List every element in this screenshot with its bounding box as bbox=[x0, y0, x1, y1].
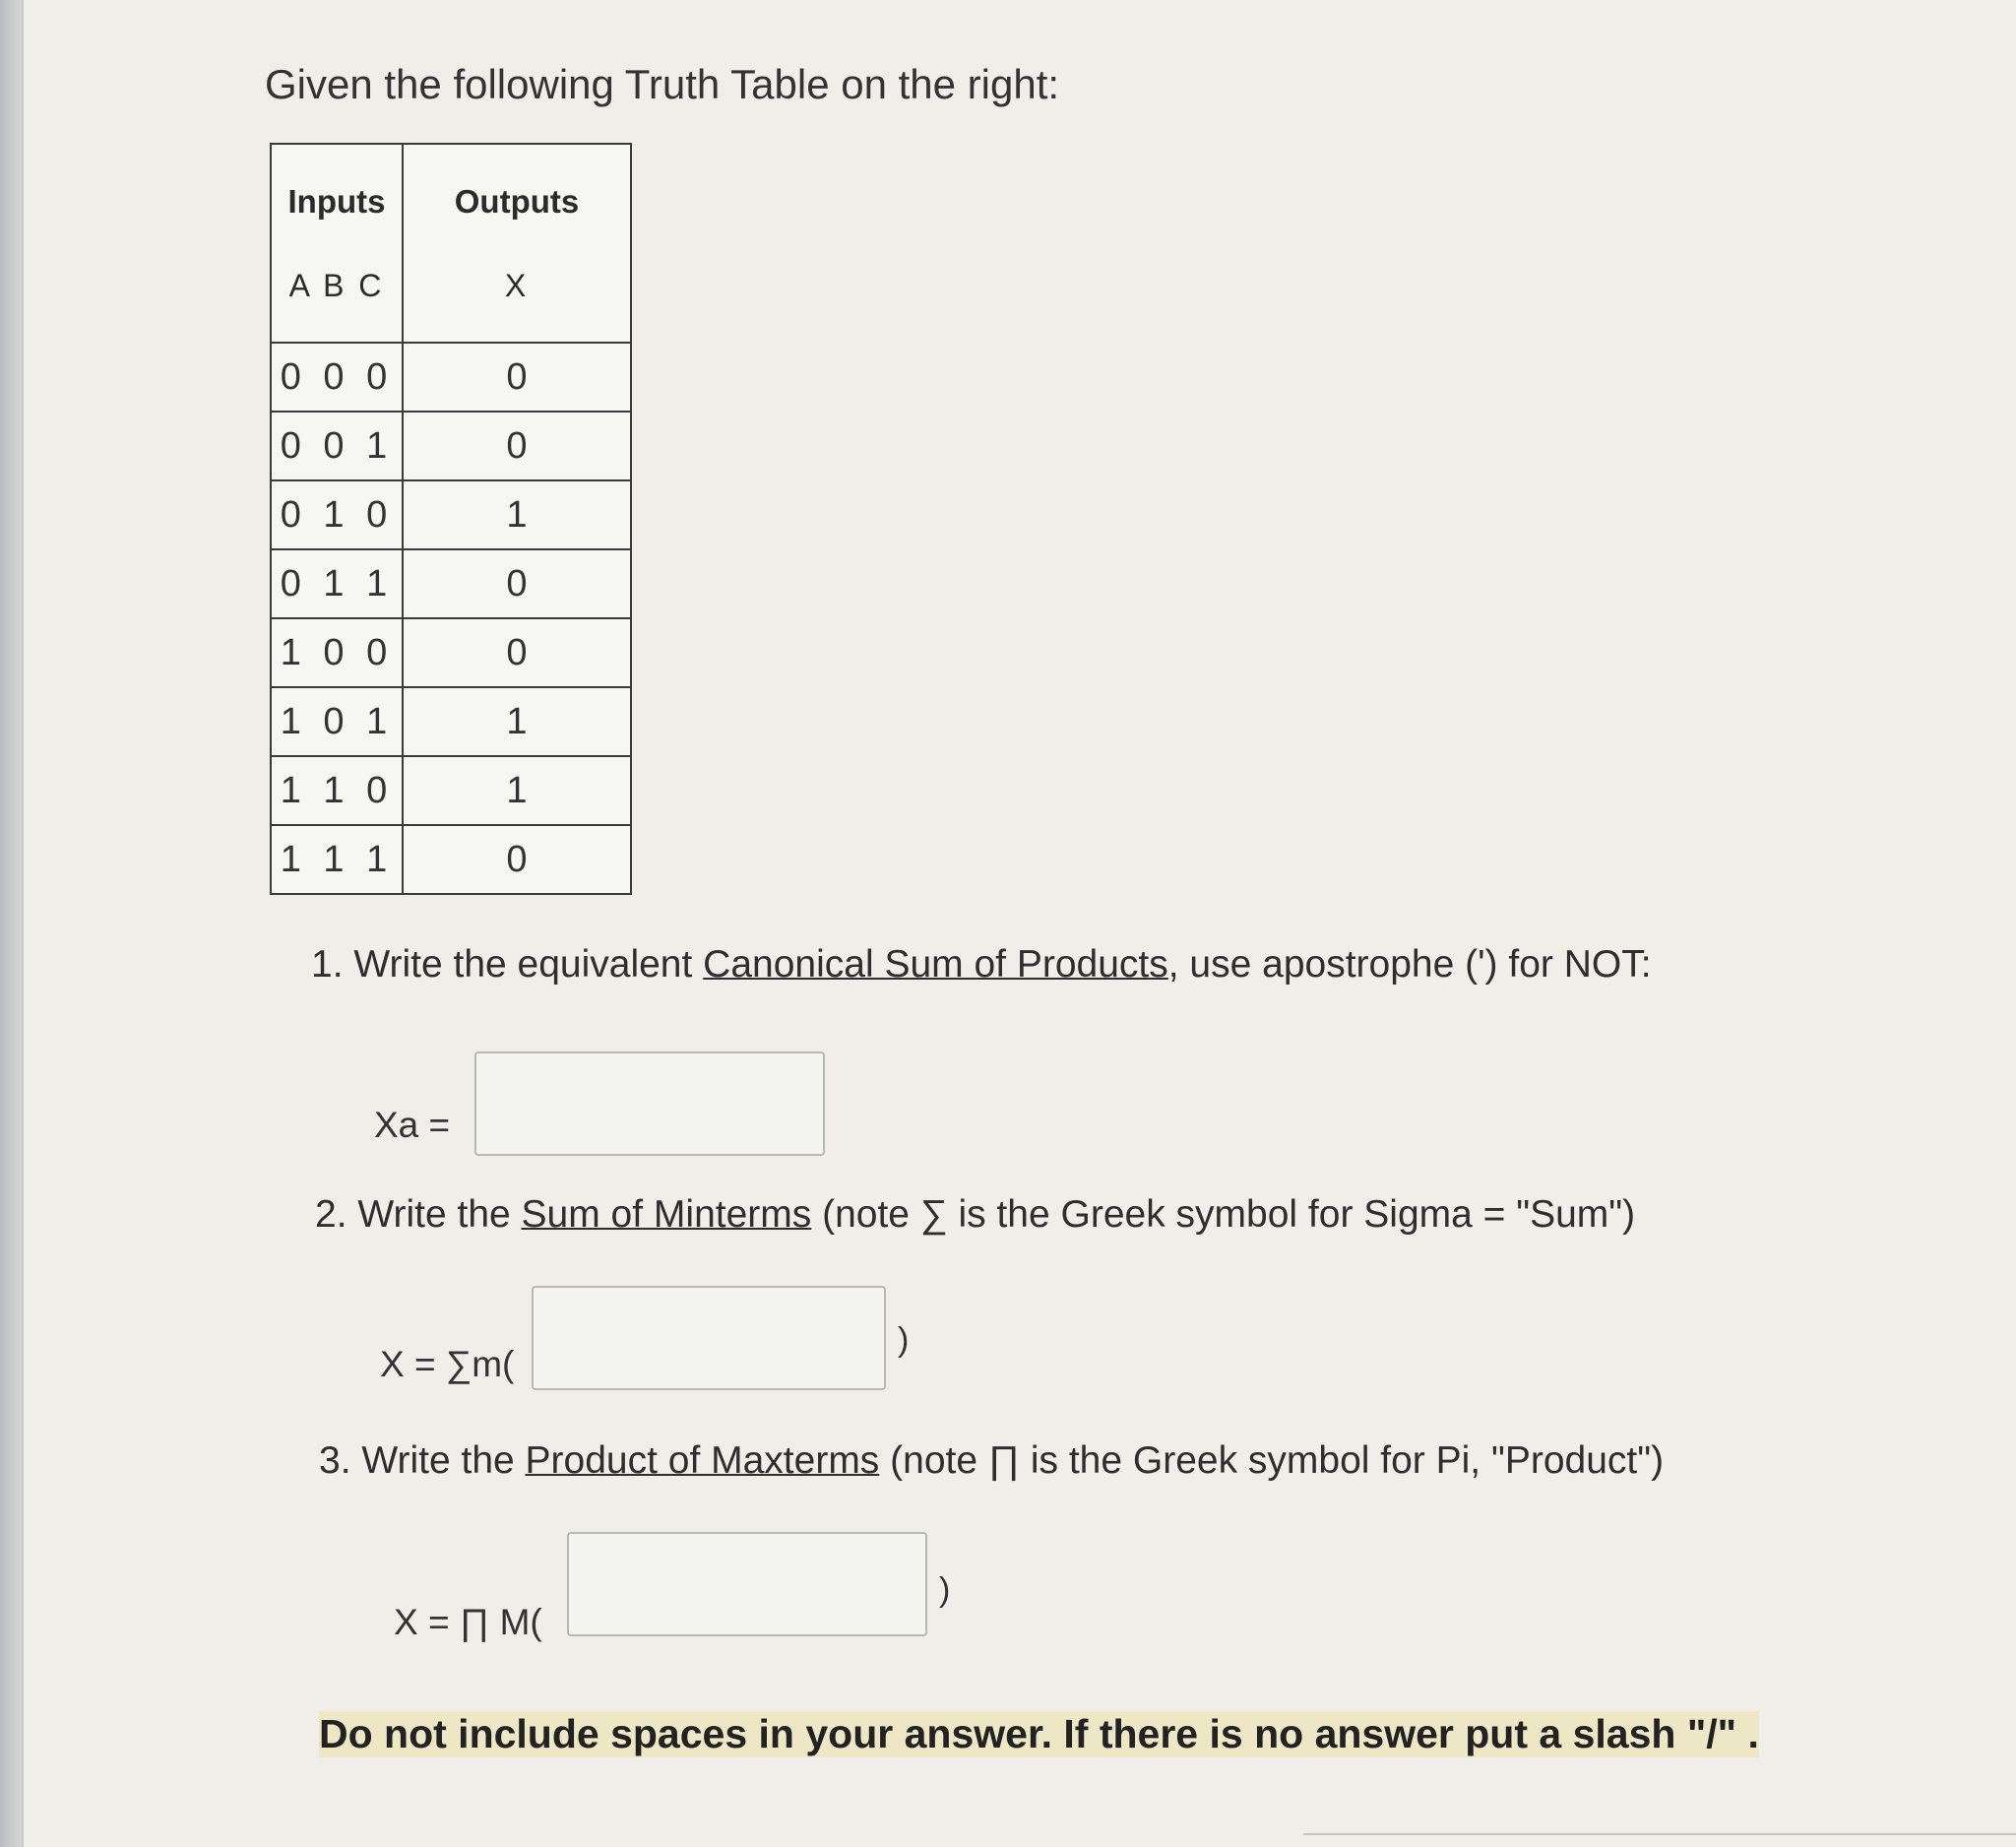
output-cell: 0 bbox=[403, 618, 631, 687]
question-1-suffix: , use apostrophe (') for NOT: bbox=[1167, 943, 1652, 986]
input-cell: 0 0 1 bbox=[271, 412, 403, 480]
inputs-header bbox=[271, 144, 403, 343]
output-cell: 1 bbox=[403, 687, 631, 756]
screen-bezel bbox=[0, 0, 22, 1847]
question-3-equation-label: X = ∏ M( bbox=[394, 1602, 542, 1642]
table-row bbox=[271, 549, 631, 618]
inputs-header-label: Inputs bbox=[287, 182, 386, 220]
question-1-prefix: 1. Write the equivalent bbox=[311, 943, 704, 986]
input-cell: 1 0 1 bbox=[271, 687, 403, 756]
minterms-close-paren: ) bbox=[898, 1321, 910, 1359]
question-2-suffix: (note ∑ is the Greek symbol for Sigma = "Sum") bbox=[811, 1193, 1636, 1236]
truth-table bbox=[270, 143, 632, 895]
outputs-header bbox=[403, 144, 631, 343]
sop-answer-input[interactable] bbox=[474, 1051, 825, 1156]
maxterms-answer-input[interactable] bbox=[567, 1532, 927, 1636]
sum-of-minterms-link[interactable]: Sum of Minterms bbox=[521, 1193, 812, 1236]
answer-instructions: Do not include spaces in your answer. If there is no answer put a slash "/" . bbox=[319, 1711, 1759, 1756]
table-row bbox=[271, 343, 631, 412]
table-row bbox=[271, 825, 631, 894]
output-cell: 0 bbox=[403, 412, 631, 480]
input-cell: 1 1 0 bbox=[271, 756, 403, 825]
question-3-prefix: 3. Write the bbox=[319, 1439, 526, 1482]
product-of-maxterms-link[interactable]: Product of Maxterms bbox=[525, 1439, 880, 1482]
output-cell: 0 bbox=[403, 549, 631, 618]
question-2-prefix: 2. Write the bbox=[315, 1193, 522, 1236]
input-cell: 1 1 1 bbox=[271, 825, 403, 894]
output-cell: 1 bbox=[403, 480, 631, 549]
question-2-equation-label: X = ∑m( bbox=[380, 1344, 515, 1384]
question-2 bbox=[315, 1193, 1635, 1237]
output-cell: 0 bbox=[403, 343, 631, 412]
outputs-subheader: X bbox=[504, 267, 530, 303]
output-cell: 0 bbox=[403, 825, 631, 894]
question-1 bbox=[311, 943, 1652, 987]
table-row bbox=[271, 618, 631, 687]
input-cell: 0 1 1 bbox=[271, 549, 403, 618]
input-cell: 0 0 0 bbox=[271, 343, 403, 412]
outputs-header-label: Outputs bbox=[454, 182, 580, 220]
divider bbox=[1303, 1833, 2016, 1835]
question-3 bbox=[319, 1439, 1664, 1483]
question-page bbox=[22, 0, 2016, 1847]
table-row bbox=[271, 756, 631, 825]
canonical-sop-link[interactable]: Canonical Sum of Products bbox=[703, 943, 1168, 986]
table-row bbox=[271, 480, 631, 549]
maxterms-close-paren: ) bbox=[939, 1571, 951, 1609]
input-cell: 0 1 0 bbox=[271, 480, 403, 549]
page-title: Given the following Truth Table on the right: bbox=[265, 61, 1060, 107]
question-3-suffix: (note ∏ is the Greek symbol for Pi, "Product") bbox=[879, 1439, 1665, 1482]
table-row bbox=[271, 687, 631, 756]
question-1-equation-label: Xa = bbox=[374, 1105, 451, 1145]
minterms-answer-input[interactable] bbox=[532, 1286, 886, 1390]
inputs-subheader: A B C bbox=[288, 267, 385, 303]
input-cell: 1 0 0 bbox=[271, 618, 403, 687]
output-cell: 1 bbox=[403, 756, 631, 825]
table-row bbox=[271, 412, 631, 480]
